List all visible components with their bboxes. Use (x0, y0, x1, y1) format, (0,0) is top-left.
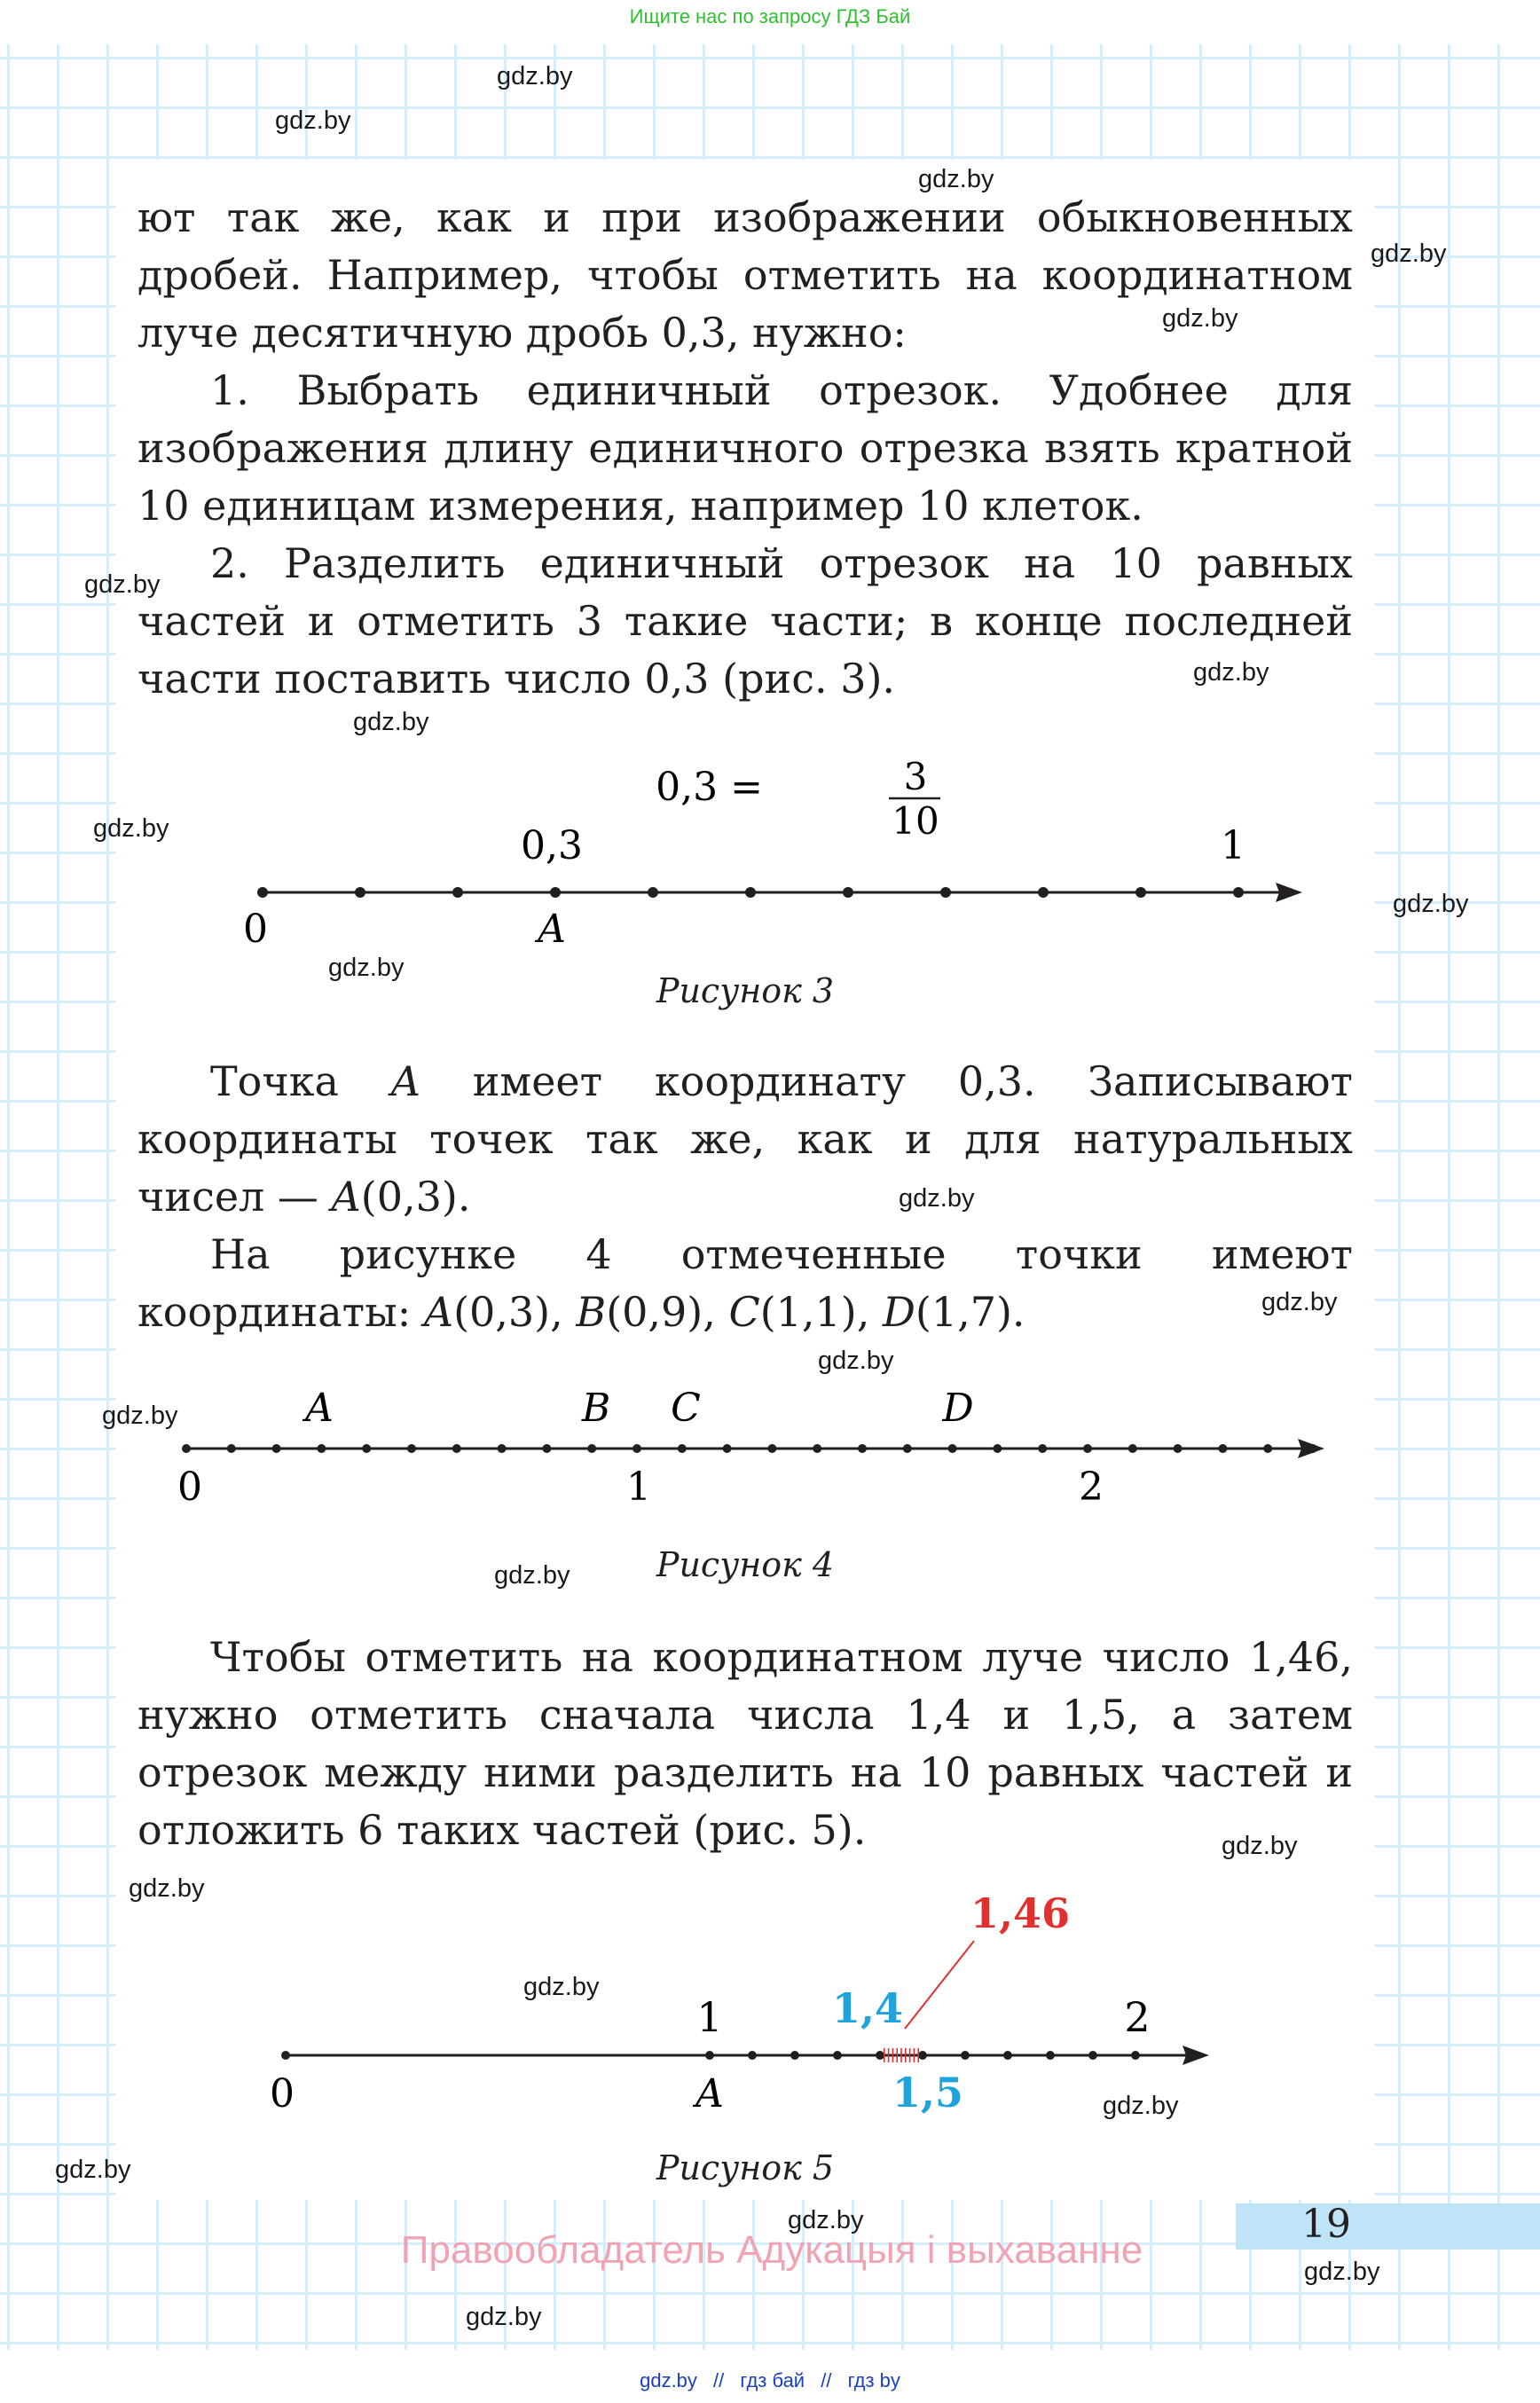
fig4-tick-dot (1038, 1444, 1047, 1453)
fig4-point-D: D (942, 1386, 974, 1431)
footer-separator: // (821, 2369, 832, 2391)
fig3-tick-dot (940, 887, 951, 898)
watermark: gdz.by (899, 1184, 975, 1213)
fig5-label-1-5: 1,5 (892, 2069, 964, 2116)
watermark: gdz.by (1304, 2258, 1380, 2286)
fig4-tick-dot (452, 1444, 461, 1453)
watermark: gdz.by (102, 1402, 178, 1430)
fig3-fraction-numerator: 3 (903, 755, 928, 798)
step-2-text: 2. Разделить единичный отрезок на 10 равных частей и отметить 3 такие части; в конце последней части поставить число 0,3 (рис. 3). (138, 539, 1353, 703)
fig3-tick-dot (1038, 887, 1049, 898)
fig4-tick-dot (1128, 1444, 1137, 1453)
fig4-point-B: B (581, 1386, 611, 1431)
fig4-tick-dot (813, 1444, 821, 1453)
fig4-tick-dot (317, 1444, 326, 1453)
page-number-band (1236, 2203, 1540, 2250)
fig4-tick-dot (1218, 1444, 1227, 1453)
fig5-tick-dot (1003, 2051, 1012, 2060)
watermark: gdz.by (353, 708, 429, 736)
fig4-tick-dot (498, 1444, 507, 1453)
figure-5 (248, 1881, 1242, 2138)
fig3-label-0: 0 (243, 907, 268, 952)
fig4-tick-dot (227, 1444, 236, 1453)
fig4-tick-label-1: 1 (626, 1465, 651, 1510)
fig3-tick-dot (550, 887, 561, 898)
figure-4 (160, 1370, 1348, 1530)
watermark: gdz.by (129, 1874, 205, 1903)
fig5-tick-dot (918, 2051, 927, 2060)
watermark: gdz.by (523, 1973, 600, 2001)
fig5-tick-dot (1131, 2051, 1140, 2060)
figure4-points-text: На рисунке 4 отмеченные точки имеют координаты: A(0,3), B(0,9), C(1,1), D(1,7). (138, 1230, 1353, 1336)
watermark: gdz.by (55, 2156, 131, 2184)
fig4-tick-dot (632, 1444, 641, 1453)
paragraph-1-46 (138, 1629, 1353, 1859)
fig4-tick-dot (1263, 1444, 1272, 1453)
fig3-tick-dot (355, 887, 365, 898)
fig5-tick-dot (833, 2051, 842, 2060)
point-coordinate-text: Точка A имеет координату 0,3. Записывают координаты точек так же, как и для натуральных чисел — A(0,3). (138, 1057, 1353, 1221)
fig5-tick-dot (790, 2051, 799, 2060)
fig3-label-1: 1 (1221, 823, 1245, 868)
watermark: gdz.by (275, 106, 351, 135)
fig5-axis-arrow (1182, 2046, 1209, 2065)
fig5-point-A: A (695, 2071, 724, 2116)
fig4-tick-dot (1308, 1444, 1317, 1453)
page-number: 19 (1301, 2202, 1351, 2247)
fig4-tick-dot (858, 1444, 867, 1453)
fig5-pointer-line (905, 1941, 974, 2029)
figure-3 (222, 745, 1331, 985)
fig5-tick-dot (1046, 2051, 1055, 2060)
fig4-tick-dot (948, 1444, 957, 1453)
fig5-label-1: 1 (696, 1993, 723, 2041)
watermark: gdz.by (1193, 658, 1269, 687)
fig3-tick-dot (1135, 887, 1146, 898)
paragraph-point-coordinate (138, 1053, 1353, 1341)
watermark: gdz.by (466, 2303, 542, 2331)
watermark: gdz.by (818, 1347, 894, 1375)
fig4-point-A: A (305, 1386, 334, 1431)
watermark: gdz.by (328, 954, 405, 982)
fig4-tick-dot (723, 1444, 732, 1453)
fig3-equation: 0,3 = (656, 765, 763, 810)
watermark: gdz.by (788, 2206, 864, 2234)
fig4-tick-dot (1083, 1444, 1092, 1453)
watermark: gdz.by (1103, 2092, 1179, 2120)
fig4-caption: Рисунок 4 (656, 1545, 835, 1584)
fig3-tick-dot (745, 887, 756, 898)
mark-1-46-text: Чтобы отметить на координатном луче число 1,46, нужно отметить сначала числа 1,4 и 1,5, а затем отрезок между ними разделить на 10 равных частей и отложить 6 таких частей (рис. 5). (138, 1633, 1353, 1854)
footer-separator: // (713, 2369, 725, 2391)
fig5-tick-dot (281, 2051, 290, 2060)
fig5-label-0: 0 (270, 2071, 295, 2116)
fig4-tick-dot (272, 1444, 281, 1453)
watermark: gdz.by (494, 1561, 570, 1590)
fig4-tick-dot (542, 1444, 551, 1453)
footer-link-gdz-bai[interactable]: гдз бай (740, 2369, 805, 2391)
footer-links (0, 2369, 1540, 2392)
fig3-tick-dot (843, 887, 853, 898)
fig3-label-0-3: 0,3 (521, 823, 583, 868)
watermark: gdz.by (1393, 890, 1469, 918)
fig3-point-A: A (538, 907, 566, 952)
fig5-tick-dot (705, 2051, 714, 2060)
search-hint-link[interactable]: Ищите нас по запросу ГДЗ Бай (629, 5, 911, 27)
watermark: gdz.by (497, 62, 573, 90)
fig3-tick-dot (1233, 887, 1244, 898)
fig4-tick-dot (407, 1444, 416, 1453)
fig3-tick-dot (257, 887, 268, 898)
fig3-fraction-denominator: 10 (892, 799, 939, 843)
fig4-point-C: C (671, 1386, 701, 1431)
fig4-tick-dot (903, 1444, 912, 1453)
watermark: gdz.by (918, 165, 994, 193)
intro-paragraph (138, 189, 1353, 708)
fig5-tick-dot (961, 2051, 970, 2060)
watermark: gdz.by (1222, 1832, 1298, 1860)
fig4-tick-dot (767, 1444, 776, 1453)
fig4-tick-dot (362, 1444, 371, 1453)
footer-link-gdz-by-ru[interactable]: гдз by (847, 2369, 900, 2391)
intro-text: ют так же, как и при изображении обыкновенных дробей. Например, чтобы отметить на координатном луче десятичную дробь 0,3, нужно: (138, 193, 1353, 357)
fig5-label-2: 2 (1124, 1993, 1151, 2041)
fig5-tick-dot (748, 2051, 757, 2060)
fig4-tick-dot (587, 1444, 596, 1453)
fig4-tick-dot (182, 1444, 191, 1453)
watermark: gdz.by (1371, 240, 1447, 268)
fig4-tick-label-2: 2 (1079, 1465, 1104, 1510)
step-1-text: 1. Выбрать единичный отрезок. Удобнее для изображения длину единичного отрезка взять кратной 10 единицам измерения, например 10 клеток. (138, 366, 1353, 530)
fig3-axis-arrow (1276, 883, 1302, 902)
fig5-tick-dot (1088, 2051, 1097, 2060)
fig3-tick-dot (452, 887, 463, 898)
watermark: gdz.by (93, 814, 169, 843)
fig3-caption: Рисунок 3 (656, 971, 835, 1010)
watermark: gdz.by (84, 570, 161, 599)
copyright-notice: Правообладатель Адукацыя і выхаванне (400, 2228, 1143, 2272)
fig3-tick-dot (648, 887, 658, 898)
watermark: gdz.by (1261, 1288, 1338, 1316)
watermark: gdz.by (1162, 304, 1238, 333)
footer-link-gdz-by[interactable]: gdz.by (640, 2369, 697, 2391)
fig5-caption: Рисунок 5 (656, 2148, 835, 2187)
fig4-tick-dot (1174, 1444, 1182, 1453)
fig5-label-1-46: 1,46 (970, 1889, 1071, 1937)
fig4-tick-dot (678, 1444, 687, 1453)
fig4-tick-label-0: 0 (177, 1465, 202, 1510)
fig5-tick-dot (876, 2051, 884, 2060)
fig5-label-1-4: 1,4 (831, 1984, 904, 2032)
fig4-tick-dot (993, 1444, 1002, 1453)
